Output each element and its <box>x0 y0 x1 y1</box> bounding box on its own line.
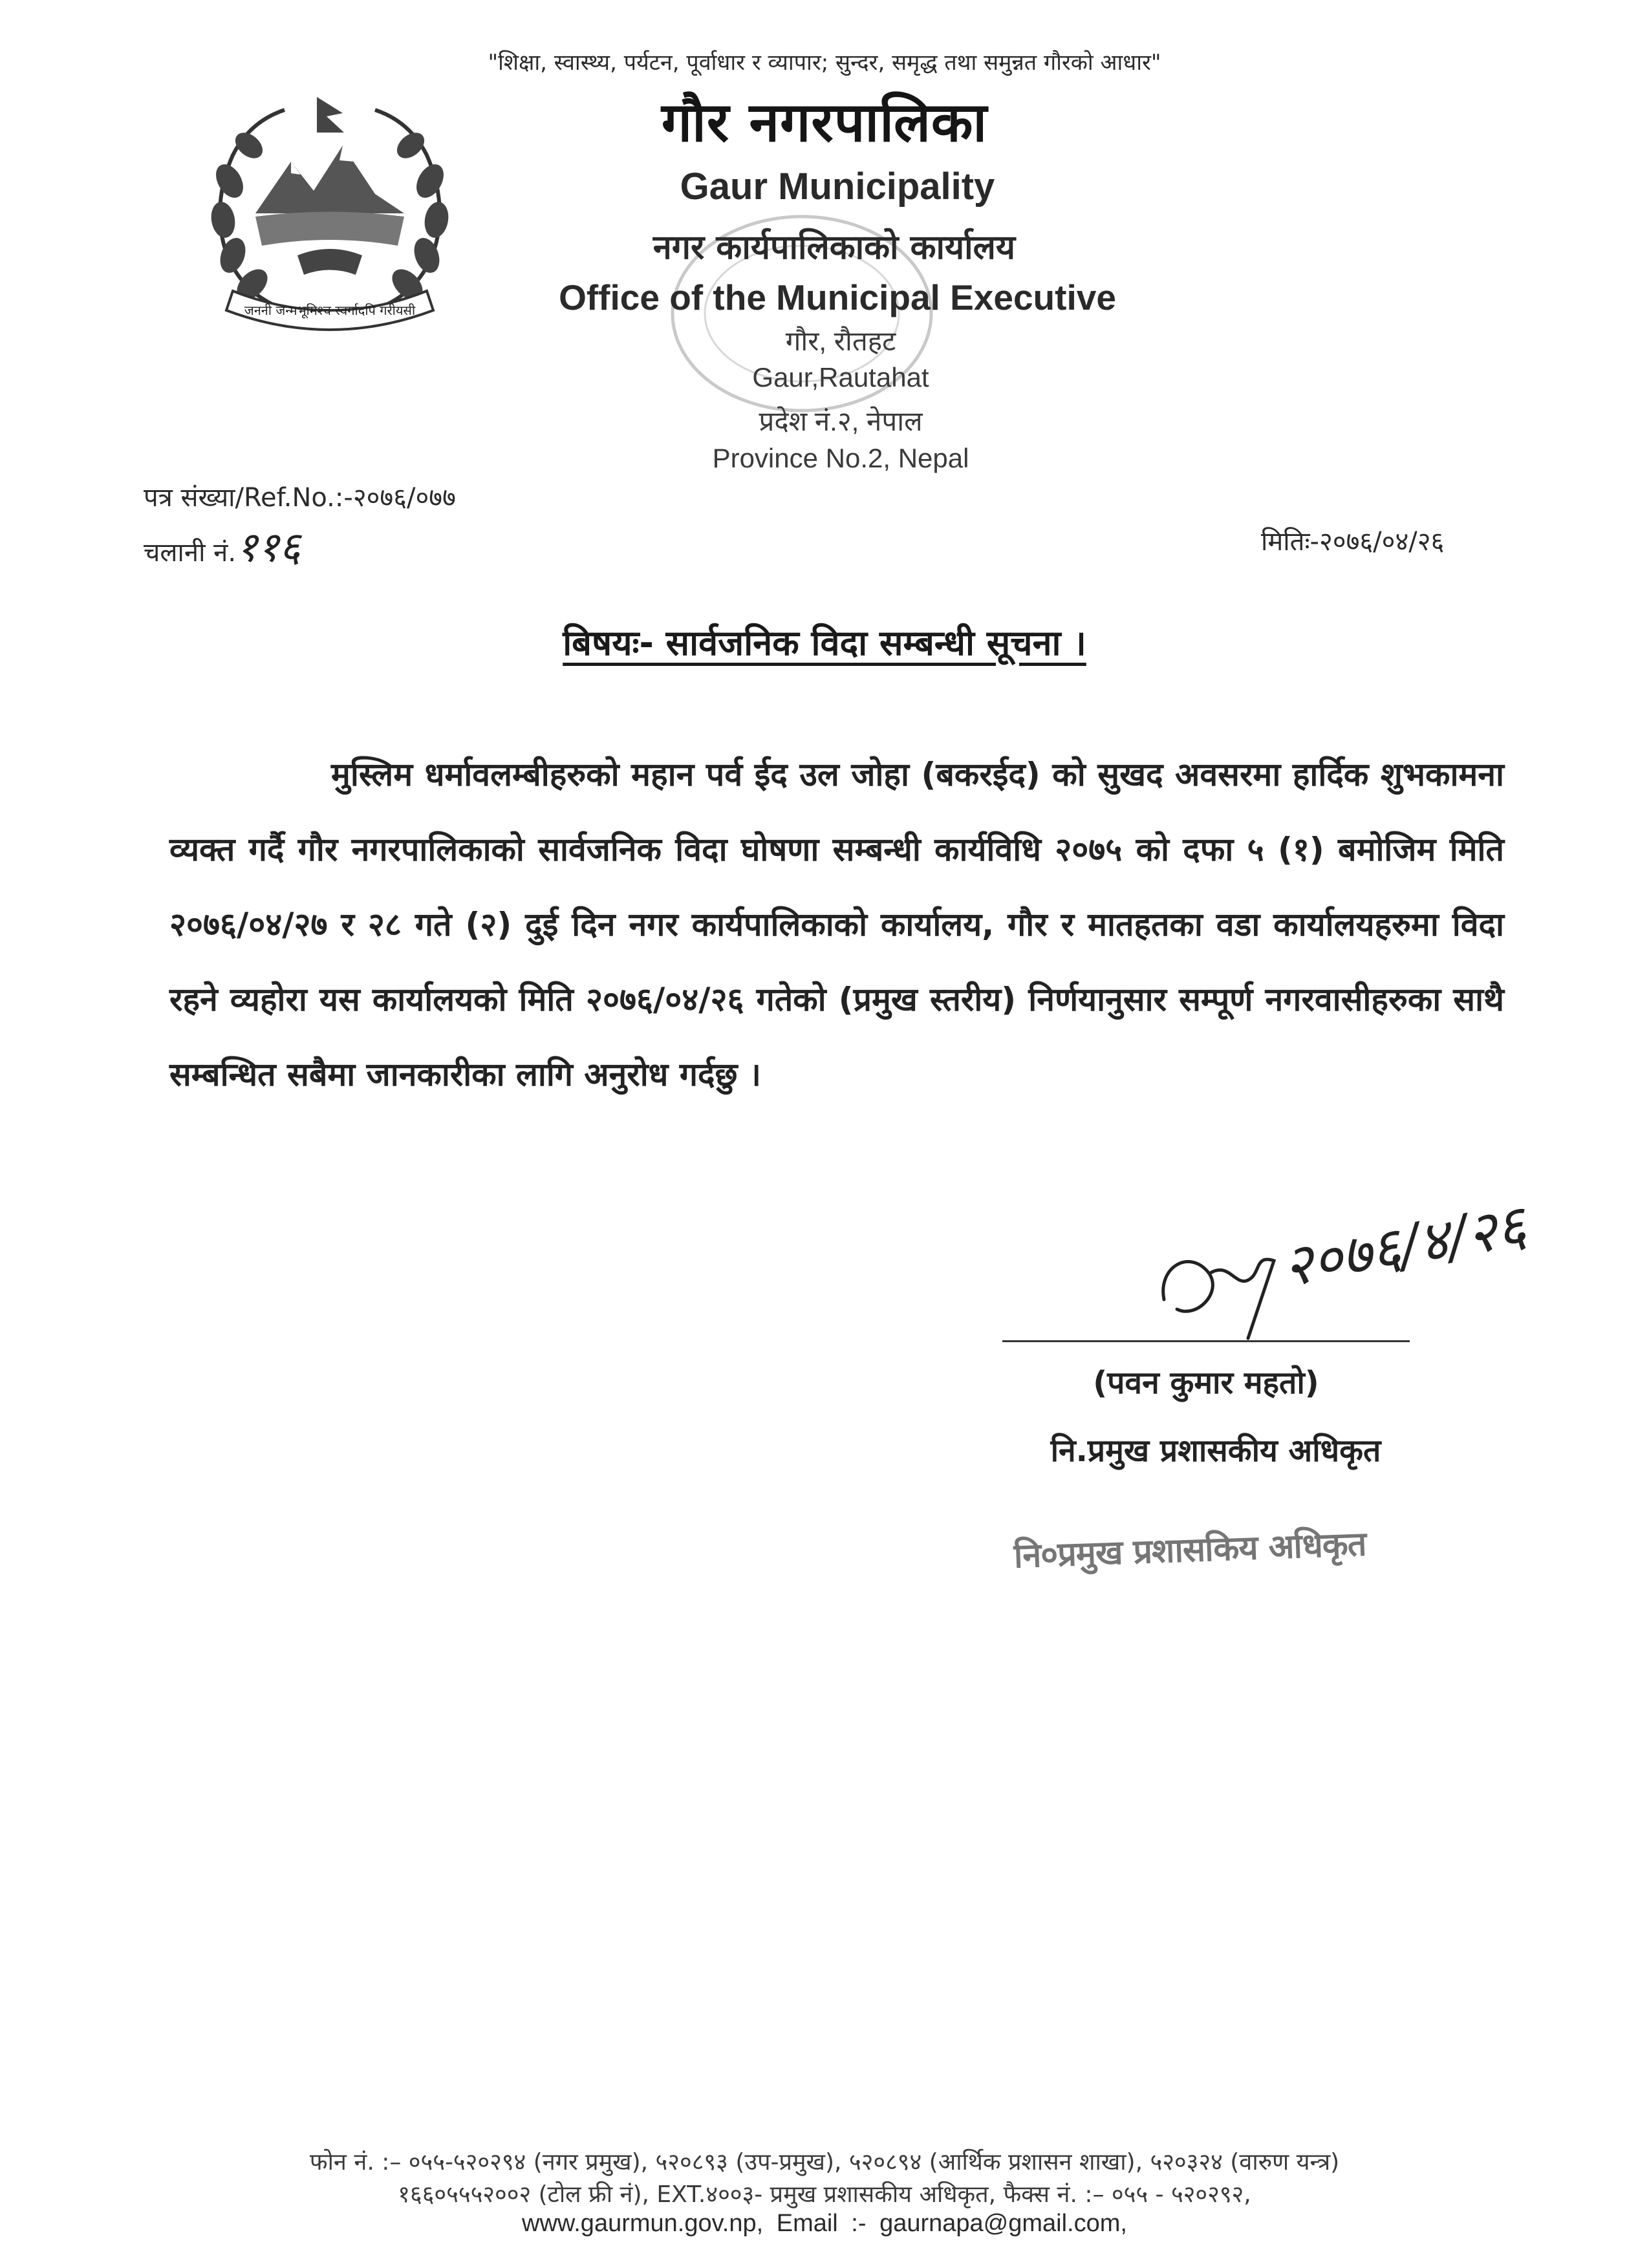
letter-date <box>1261 522 1444 558</box>
address-english: Gaur,Rautahat <box>752 362 929 392</box>
footer-contact-line <box>0 2210 1649 2238</box>
reference-number <box>144 478 456 514</box>
footer-email-link[interactable]: Email :- gaurnapa@gmail.com, <box>776 2210 1127 2237</box>
reference-value: २०७६/०७७ <box>352 483 456 513</box>
dispatch-label: चलानी नं. <box>144 538 237 568</box>
footer-tollfree-line: १६६०५५५२००२ (टोल फ्री नं), EXT.४००३- प्रमुख प्रशासकीय अधिकृत, फैक्स नं. :– ०५५ - ५२०२९२, <box>398 2181 1251 2208</box>
signature-scribble <box>1151 1190 1578 1345</box>
municipality-title-english: Gaur Municipality <box>680 166 995 208</box>
province-english: Province No.2, Nepal <box>712 443 969 473</box>
date-label: मितिः- <box>1261 527 1319 557</box>
signatory-name: (पवन कुमार महतो) <box>1093 1365 1319 1401</box>
province-nepali: प्रदेश नं.२, नेपाल <box>759 406 923 436</box>
dispatch-number <box>144 517 301 573</box>
municipality-motto: "शिक्षा, स्वास्थ्य, पर्यटन, पूर्वाधार र व्यापार; सुन्दर, समृद्ध तथा समुन्नत गौरको आधार" <box>488 50 1161 76</box>
signatory-designation: नि.प्रमुख प्रशासकीय अधिकृत <box>1050 1433 1381 1469</box>
footer-phone-line: फोन नं. :– ०५५-५२०२९४ (नगर प्रमुख), ५२०८९३ (उप-प्रमुख), ५२०८९४ (आर्थिक प्रशासन शाखा), ५२०३२४ (वारुण यन्त्र) <box>309 2149 1340 2176</box>
reference-label: पत्र संख्या/Ref.No.:- <box>144 483 353 513</box>
dispatch-value: ११६ <box>236 524 301 572</box>
office-name-nepali: नगर कार्यपालिकाको कार्यालय <box>652 228 1016 267</box>
signature-line <box>1002 1340 1410 1342</box>
signature-handwritten-date: २०७६/४/२६ <box>1277 1192 1531 1300</box>
subject-line: बिषयः- सार्वजनिक विदा सम्बन्धी सूचना । <box>563 623 1086 663</box>
emblem-motto: जननी जन्मभूमिश्च स्वर्गादपि गरीयसी <box>244 303 416 318</box>
address-nepali: गौर, रौतहट <box>785 326 896 356</box>
designation-stamp: नि०प्रमुख प्रशासकिय अधिकृत <box>1013 1524 1367 1576</box>
notice-body: मुस्लिम धर्मावलम्बीहरुको महान पर्व ईद उल जोहा (बकरईद) को सुखद अवसरमा हार्दिक शुभकामना व्यक्त गर्दै गौर नगरपालिकाको सार्वजनिक विदा घोषणा सम्बन्धी कार्यविधि २०७५ को दफा ५ (१) बमोजिम मिति २०७६/०४/२७ र २८ गते (२) दुई दिन नगर कार्यपालिकाको कार्यालय, गौर र मातहतका वडा कार्यालयहरुमा विदा रहने व्यहोरा यस कार्यालयको मिति २०७६/०४/२६ गतेको (प्रमुख स्तरीय) निर्णयानुसार सम्पूर्ण नगरवासीहरुका साथै सम्बन्धित सबैमा जानकारीका लागि अनुरोध गर्दछु । <box>169 756 1504 1093</box>
footer-website-link[interactable]: www.gaurmun.gov.np, <box>522 2210 764 2237</box>
date-value: २०७६/०४/२६ <box>1319 527 1445 557</box>
office-name-english: Office of the Municipal Executive <box>559 277 1116 317</box>
municipality-title-nepali: गौर नगरपालिका <box>661 91 988 154</box>
